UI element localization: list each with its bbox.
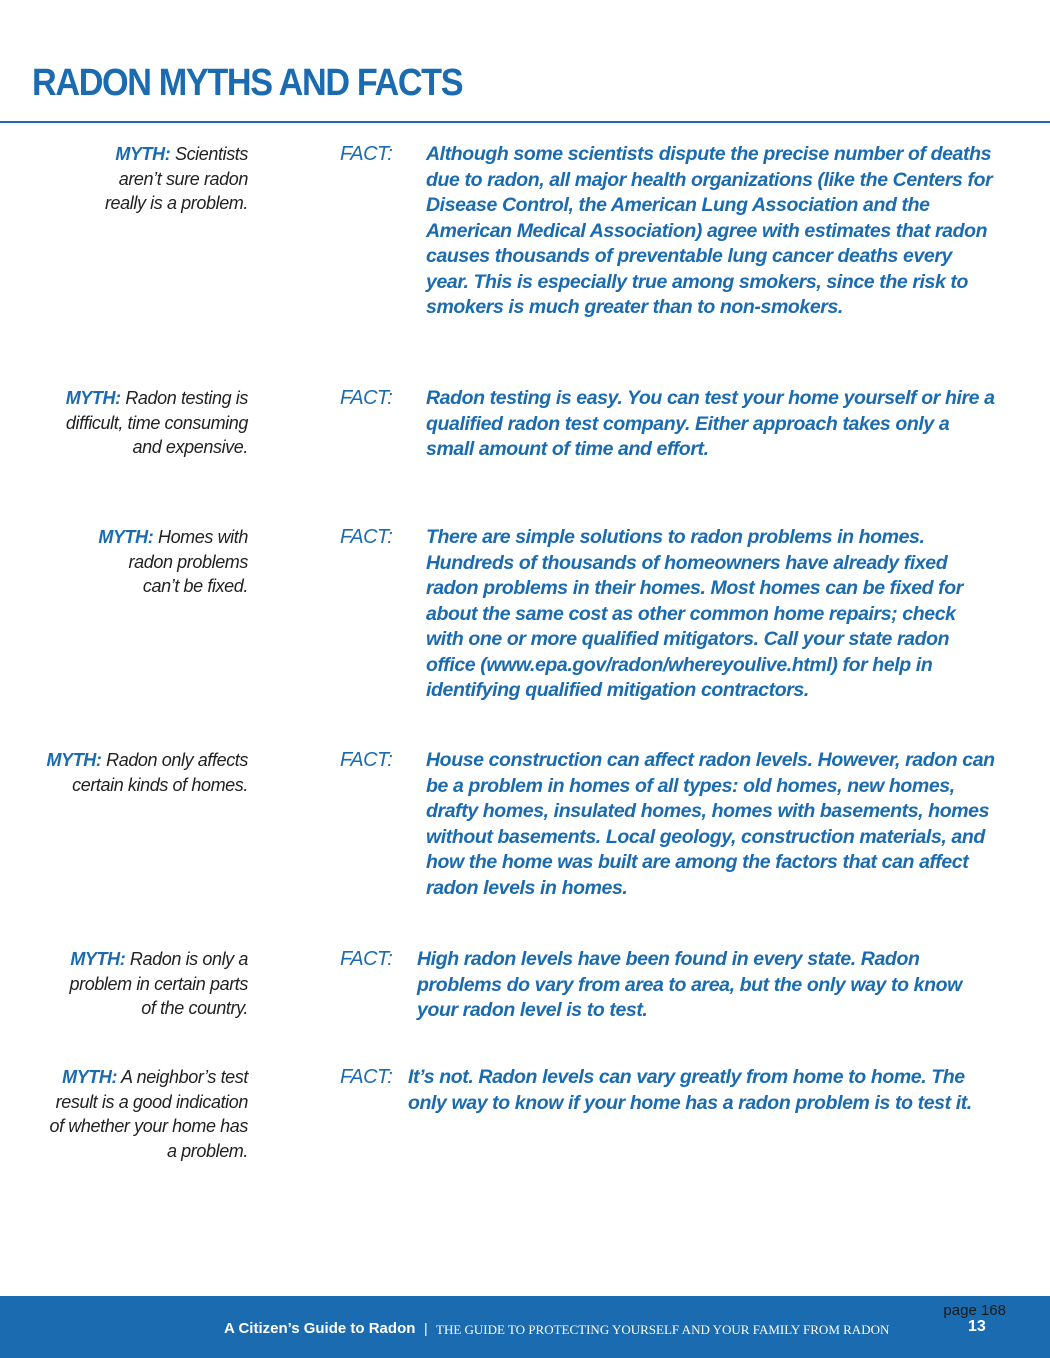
fact-label: FACT: (340, 143, 393, 165)
myth-statement (88, 525, 248, 599)
myth-statement (68, 947, 248, 1021)
fact-label: FACT: (340, 749, 393, 771)
myth-label: MYTH: (62, 1067, 118, 1087)
myth-label: MYTH: (46, 750, 102, 770)
fact-text: House construction can affect radon levels. However, radon can be a problem in homes of all types: old homes, new homes, drafty homes, insulated homes, homes with basements, homes without basements. Local geology, construction materials, and how the home was built are among the factors that can affect radon levels in homes. (426, 749, 995, 899)
footer-guide-title: A Citizen’s Guide to Radon (224, 1320, 416, 1337)
fact-label: FACT: (340, 387, 393, 409)
fact-text: It’s not. Radon levels can vary greatly from home to home. The only way to know if your home has a radon problem is to test it. (408, 1066, 972, 1114)
myth-text: Radon testing is difficult, time consuming and expensive. (65, 388, 248, 457)
fact-text: There are simple solutions to radon problems in homes. Hundreds of thousands of homeowners have already fixed radon problems in their homes. Most homes can be fixed for about the same cost as other common home repairs; check with one or more qualified mitigators. Call your state radon office (www.epa.gov/radon/whereyoulive.html) for help in identifying qualified mitigation contractors. (426, 526, 963, 701)
fact-text: High radon levels have been found in every state. Radon problems do vary from area to area, but the only way to know your radon level is to test. (417, 948, 962, 1021)
myth-label: MYTH: (65, 388, 121, 408)
fact-label: FACT: (340, 526, 393, 548)
myth-statement (58, 386, 248, 460)
myth-statement (43, 1065, 248, 1163)
footer-divider: | (424, 1320, 428, 1336)
fact-label: FACT: (340, 1066, 393, 1088)
myth-text: Radon only affects certain kinds of homes. (72, 750, 248, 795)
page-number: 13 (968, 1318, 986, 1335)
myth-statement (33, 748, 248, 797)
myth-statement (98, 142, 248, 216)
fact-text: Although some scientists dispute the precise number of deaths due to radon, all major health organizations (like the Centers for Disease Control, the American Lung Association and the American Medical Association) agree with estimates that radon causes thousands of preventable lung cancer deaths every year. This is especially true among smokers, since the risk to smokers is much greater than to non-smokers. (426, 143, 993, 318)
footer-subtitle: THE GUIDE TO PROTECTING YOURSELF AND YOUR FAMILY FROM RADON (436, 1322, 890, 1337)
myth-text: Radon is only a problem in certain parts of the country. (69, 949, 248, 1018)
page-title: RADON MYTHS AND FACTS (32, 62, 463, 104)
fact-text: Radon testing is easy. You can test your home yourself or hire a qualified radon test company. Either approach takes only a small amount of time and effort. (426, 387, 995, 460)
myth-text: Homes with radon problems can’t be fixed. (128, 527, 248, 596)
fact-label: FACT: (340, 948, 393, 970)
myth-text: Scientists aren’t sure radon really is a problem. (104, 144, 248, 213)
myth-label: MYTH: (70, 949, 126, 969)
title-divider (0, 121, 1050, 123)
page-reference: page 168 (943, 1302, 1006, 1319)
myth-label: MYTH: (115, 144, 171, 164)
myth-label: MYTH: (98, 527, 154, 547)
myth-text: A neighbor’s test result is a good indication of whether your home has a problem. (49, 1067, 248, 1161)
